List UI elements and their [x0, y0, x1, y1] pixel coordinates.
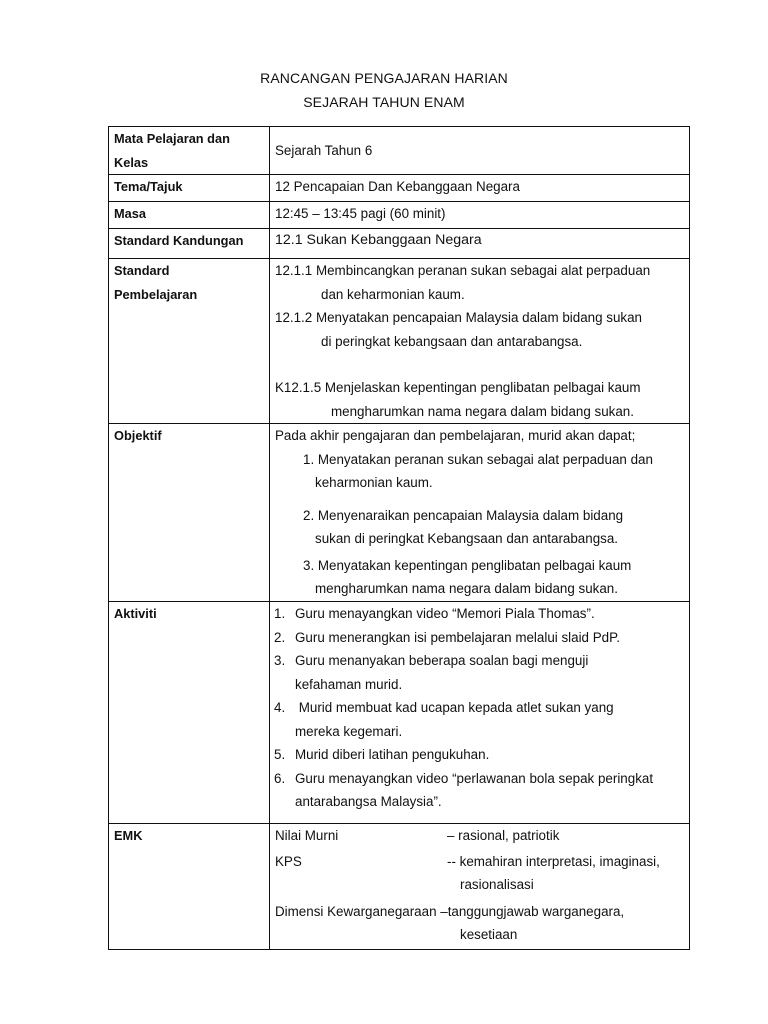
- item-number: 1.: [274, 606, 286, 621]
- item-text: Guru menayangkan video “Memori Piala Thomas”.: [295, 606, 595, 621]
- emk-value: – rasional, patriotik: [447, 828, 560, 843]
- emk-key: Dimensi Kewarganegaraan: [275, 903, 441, 919]
- item-number: 2.: [274, 629, 286, 645]
- row-objektif: [109, 424, 690, 602]
- value-emk: [270, 824, 690, 950]
- emk-key: KPS: [275, 853, 302, 869]
- emk-value-continued: rasionalisasi: [460, 877, 534, 892]
- lesson-plan-table: [108, 126, 690, 950]
- label-tema: Tema/Tajuk: [109, 175, 270, 202]
- row-mata-pelajaran: [109, 127, 690, 175]
- item-text: Murid membuat kad ucapan kepada atlet sukan yang: [295, 700, 614, 715]
- value-standard-pembelajaran: [270, 259, 690, 424]
- row-masa: [109, 202, 690, 229]
- row-aktiviti: [109, 602, 690, 824]
- emk-kps: [275, 850, 684, 874]
- objektif-item-1-line2: keharmonian kaum.: [315, 475, 433, 490]
- emk-value: –tanggungjawab warganegara,: [440, 903, 625, 919]
- emk-value: -- kemahiran interpretasi, imaginasi,: [447, 853, 660, 869]
- item-text: Guru menerangkan isi pembelajaran melalui slaid PdP.: [295, 629, 621, 645]
- item-text: Guru menayangkan video “perlawanan bola sepak peringkat: [295, 770, 654, 786]
- label-objektif: Objektif: [109, 424, 270, 602]
- objektif-item-2-line1: 2. Menyenaraikan pencapaian Malaysia dalam bidang: [303, 507, 624, 523]
- sp-item-2-line2: di peringkat kebangsaan dan antarabangsa.: [321, 333, 583, 349]
- item-text: Guru menanyakan beberapa soalan bagi menguji: [295, 653, 589, 668]
- item-number: 3.: [274, 653, 286, 668]
- sp-item-1-line1: 12.1.1 Membincangkan peranan sukan sebagai alat perpaduan: [275, 263, 651, 278]
- emk-value-continued: kesetiaan: [460, 927, 518, 942]
- row-emk: [109, 824, 690, 950]
- document-title: RANCANGAN PENGAJARAN HARIAN: [260, 70, 508, 86]
- label-masa: Masa: [109, 202, 270, 229]
- value-text: Sejarah Tahun 6: [275, 142, 373, 158]
- label-line: Standard: [114, 263, 170, 278]
- aktiviti-item: [274, 626, 684, 650]
- item-number: 5.: [274, 747, 286, 762]
- aktiviti-item: [274, 767, 684, 791]
- item-text-continued: antarabangsa Malaysia”.: [295, 794, 442, 809]
- aktiviti-item: [274, 649, 684, 673]
- label-mata-pelajaran: [109, 127, 270, 175]
- item-text: Murid diberi latihan pengukuhan.: [295, 747, 490, 762]
- value-aktiviti: [270, 602, 690, 824]
- row-tema: [109, 175, 690, 202]
- sp-item-2-line1: 12.1.2 Menyatakan pencapaian Malaysia dalam bidang sukan: [275, 310, 643, 325]
- value-objektif: [270, 424, 690, 602]
- aktiviti-item: [274, 696, 684, 720]
- value-mata-pelajaran: [270, 127, 690, 175]
- document-subtitle: SEJARAH TAHUN ENAM: [303, 94, 465, 110]
- label-line: Kelas: [114, 154, 149, 170]
- item-text-continued: kefahaman murid.: [295, 676, 403, 692]
- objektif-item-2-line2: sukan di peringkat Kebangsaan dan antarabangsa.: [315, 531, 619, 546]
- label-standard-kandungan: Standard Kandungan: [109, 229, 270, 259]
- objektif-item-3-line1: 3. Menyatakan kepentingan penglibatan pelbagai kaum: [303, 557, 632, 573]
- label-aktiviti: Aktiviti: [109, 602, 270, 824]
- item-number: 6.: [274, 770, 286, 786]
- value-tema: 12 Pencapaian Dan Kebanggaan Negara: [270, 175, 690, 202]
- item-number: 4.: [274, 700, 286, 715]
- row-standard-kandungan: [109, 229, 690, 259]
- spacer: [275, 495, 684, 504]
- value-masa: 12:45 – 13:45 pagi (60 minit): [270, 202, 690, 229]
- label-line: Pembelajaran: [114, 286, 198, 302]
- sp-item-3-line1: K12.1.5 Menjelaskan kepentingan penglibatan pelbagai kaum: [275, 380, 641, 395]
- emk-dimensi: [275, 900, 684, 924]
- emk-nilai-murni: [275, 824, 684, 848]
- spacer: [275, 353, 684, 376]
- objektif-intro: Pada akhir pengajaran dan pembelajaran, murid akan dapat;: [275, 428, 636, 443]
- objektif-item-3-line2: mengharumkan nama negara dalam bidang sukan.: [315, 581, 618, 596]
- objektif-item-1-line1: 1. Menyatakan peranan sukan sebagai alat perpaduan dan: [303, 451, 653, 467]
- aktiviti-item: [274, 602, 684, 626]
- sp-item-3-line2: mengharumkan nama negara dalam bidang sukan.: [331, 403, 634, 419]
- label-standard-pembelajaran: [109, 259, 270, 424]
- sp-item-1-line2: dan keharmonian kaum.: [321, 286, 465, 302]
- row-standard-pembelajaran: [109, 259, 690, 424]
- value-standard-kandungan: 12.1 Sukan Kebanggaan Negara: [270, 229, 690, 259]
- label-emk: EMK: [109, 824, 270, 950]
- emk-key: Nilai Murni: [275, 828, 339, 843]
- item-text-continued: mereka kegemari.: [295, 723, 403, 739]
- label-line: Mata Pelajaran dan: [114, 131, 230, 146]
- aktiviti-item: [274, 743, 684, 767]
